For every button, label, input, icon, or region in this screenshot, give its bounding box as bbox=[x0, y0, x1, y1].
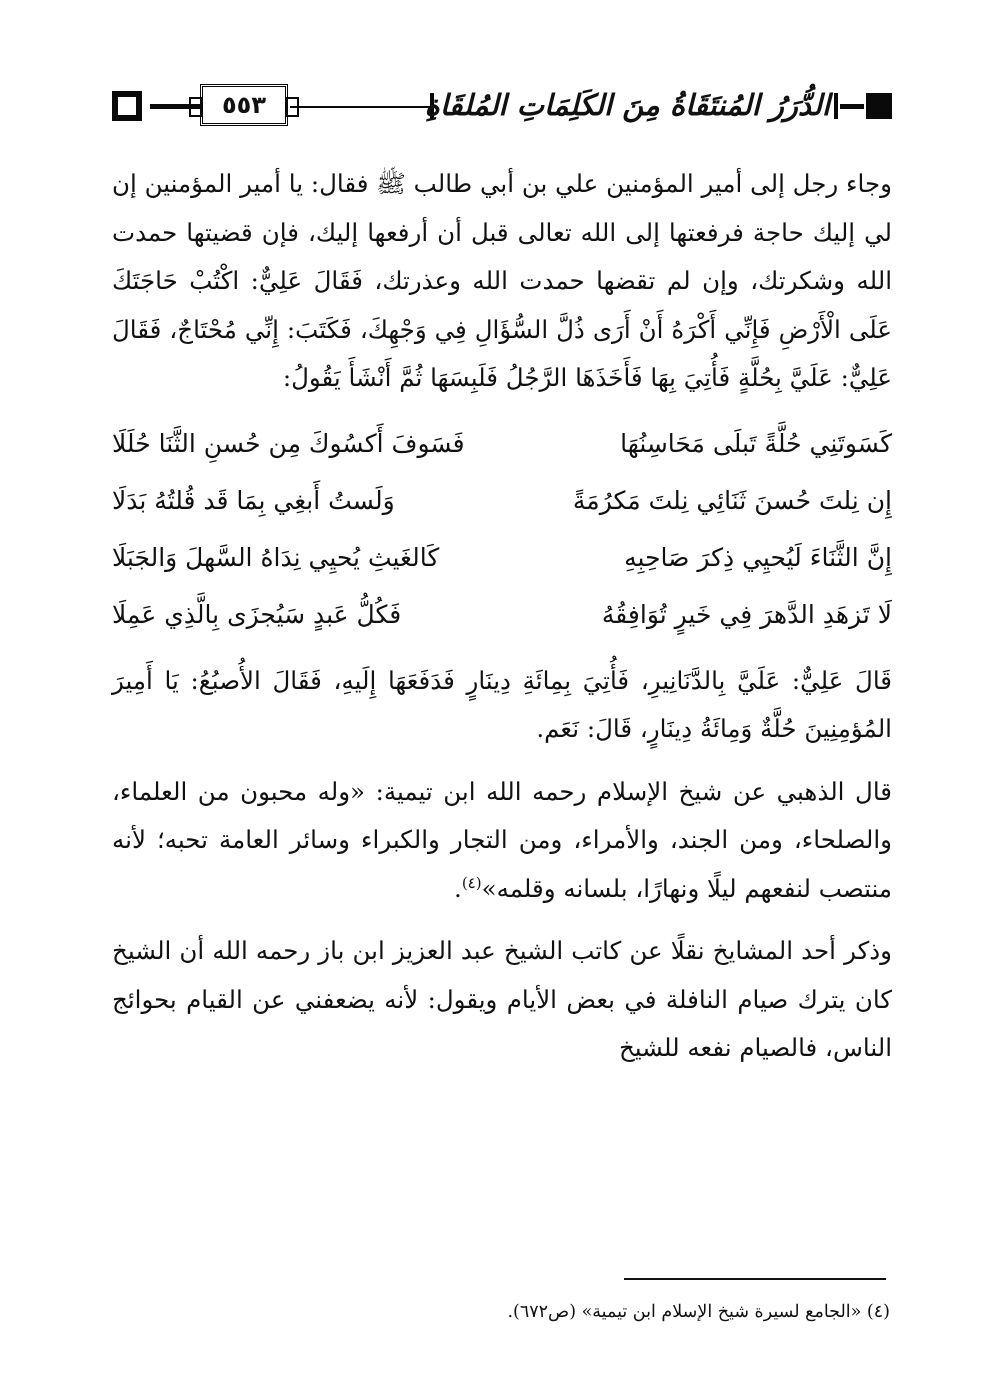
page-number: ٥٥٣ bbox=[200, 84, 288, 126]
header-rule bbox=[840, 104, 864, 109]
verse-second-half: فَسَوفَ أَكسُوكَ مِن حُسنِ الثَّنَا حُلَلَا bbox=[112, 428, 465, 458]
header-tick bbox=[834, 93, 838, 119]
page-content bbox=[112, 160, 892, 1073]
poem-verse bbox=[112, 586, 892, 643]
paragraph-dhahabi-quote bbox=[112, 768, 892, 914]
verse-first-half: إِن نِلتَ حُسنَ ثَنَائِي نِلتَ مَكرُمَةً bbox=[572, 485, 892, 515]
verse-first-half: لَا تَزهَدِ الدَّهرَ فِي خَيرٍ تُوَافِقُهُ bbox=[601, 599, 892, 629]
verse-second-half: وَلَستُ أَبغِي بِمَا قَد قُلتُهُ بَدَلَا bbox=[112, 485, 395, 515]
header-ornament-right bbox=[866, 93, 892, 119]
footnote: (٤) «الجامع لسيرة شيخ الإسلام ابن تيمية» (ص٦٧٢). bbox=[507, 1302, 890, 1322]
verse-first-half: كَسَوتَنِي حُلَّةً تَبلَى مَحَاسِنُهَا bbox=[620, 428, 892, 458]
verse-second-half: كَالغَيثِ يُحيِي نِدَاهُ السَّهلَ وَالجَبَلَا bbox=[112, 542, 440, 572]
footnote-reference[interactable]: (٤) bbox=[461, 873, 482, 892]
paragraph-ali-story: وجاء رجل إلى أمير المؤمنين علي بن أبي طالب ﷺ فقال: يا أمير المؤمنين إن لي إليك حاجة فرفعتها إلى الله تعالى قبل أن أرفعها إليك، فإن قضيتها حمدت الله وشكرتك، وإن لم تقضها حمدت الله وعذرتك، فَقَالَ عَلِيٌّ: اكْتُبْ حَاجَتَكَ عَلَى الْأَرْضِ فَإِنِّي أَكْرَهُ أَنْ أَرَى ذُلَّ السُّؤَالِ فِي وَجْهِكَ، فَكَتَبَ: إِنِّي مُحْتَاجٌ، فَقَالَ عَلِيٌّ: عَلَيَّ بِحُلَّةٍ فَأُتِيَ بِهَا فَأَخَذَهَا الرَّجُلُ فَلَبِسَهَا ثُمَّ أَنْشَأَ يَقُولُ: bbox=[112, 169, 892, 392]
dhahabi-quote-text: قال الذهبي عن شيخ الإسلام رحمه الله ابن تيمية: «وله محبون من العلماء، والصلحاء، ومن الجند، والأمراء، ومن التجار والكبراء وسائر العامة تحبه؛ لأنه منتصب لنفعهم ليلًا ونهارًا، بلسانه وقلمه» bbox=[112, 776, 892, 903]
verse-first-half: إِنَّ الثَّنَاءَ لَيُحيِي ذِكرَ صَاحِبِهِ bbox=[624, 542, 892, 572]
dhahabi-quote-end: . bbox=[454, 873, 462, 903]
page-header bbox=[112, 78, 892, 134]
poem-verse bbox=[112, 472, 892, 529]
footnote-separator bbox=[624, 1278, 886, 1280]
verse-second-half: فَكُلُّ عَبدٍ سَيُجزَى بِالَّذِي عَمِلَا bbox=[112, 599, 402, 629]
poem-verse bbox=[112, 529, 892, 586]
poem-verse bbox=[112, 415, 892, 472]
poem bbox=[112, 415, 892, 643]
paragraph-after-poem: قَالَ عَلِيٌّ: عَلَيَّ بِالدَّنَانِيرِ، فَأُتِيَ بِمِائَةِ دِينَارٍ فَدَفَعَهَا إِلَيهِ، فَقَالَ الأُصبُعُ: يَا أَمِيرَ المُؤمِنِينَ حُلَّةٌ وَمِائَةُ دِينَارٍ، قَالَ: نَعَم. bbox=[112, 665, 892, 743]
book-title: الدُّرَرُ المُنتَقَاةُ مِنَ الكَلِمَاتِ المُلقَاةِ bbox=[424, 88, 830, 122]
header-rule bbox=[290, 106, 430, 108]
header-ornament-left bbox=[112, 91, 142, 121]
paragraph-ibn-baz: وذكر أحد المشايخ نقلًا عن كاتب الشيخ عبد العزيز ابن باز رحمه الله أن الشيخ كان يترك صيام النافلة في بعض الأيام ويقول: لأنه يضعفني عن القيام بحوائج الناس، فالصيام نفعه للشيخ bbox=[112, 936, 892, 1062]
